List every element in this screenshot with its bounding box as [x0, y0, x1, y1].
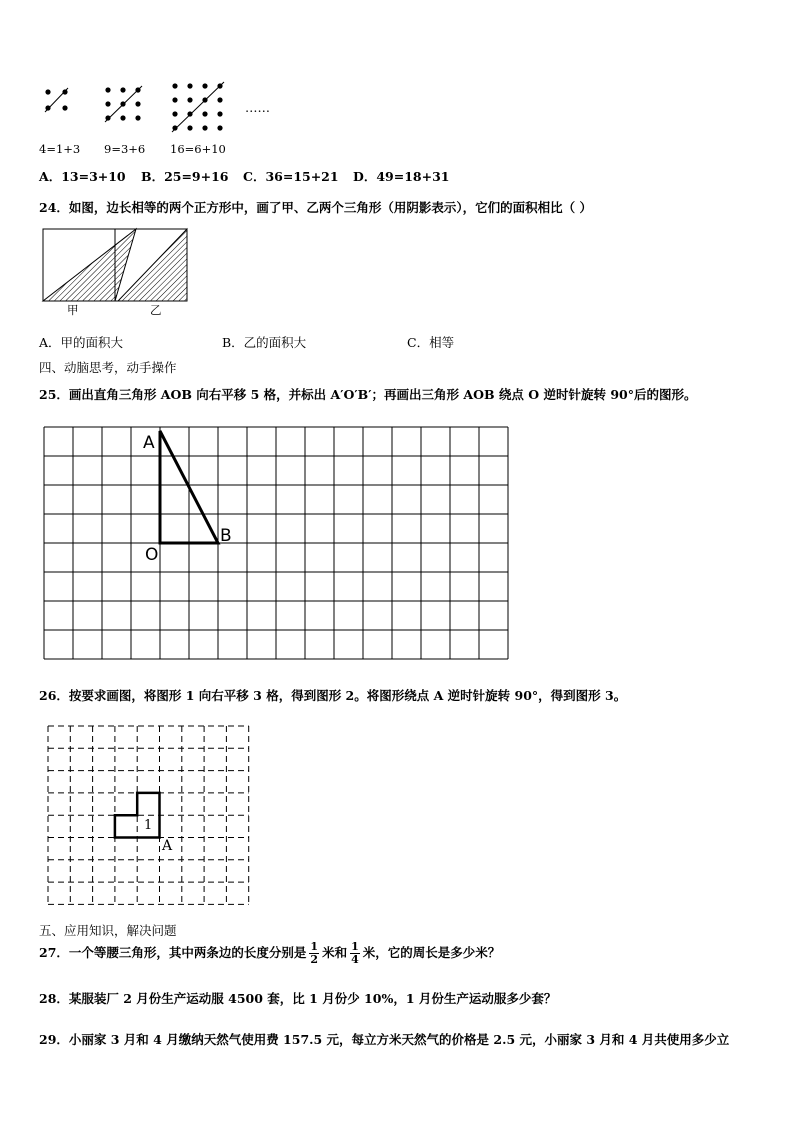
dot-pattern-ellipsis: ……: [245, 100, 270, 115]
triangle-jia: [43, 229, 136, 301]
fraction-denominator: 4: [351, 953, 359, 966]
section-four-heading: 四、动脑思考，动手操作: [39, 360, 177, 375]
q23-option-b: B．25=9+16: [141, 169, 229, 184]
fraction-numerator: 1: [351, 940, 359, 953]
fraction-numerator: 1: [310, 940, 319, 953]
fraction-denominator: 2: [310, 953, 319, 966]
caption-4: 4=1+3: [39, 142, 81, 156]
dot-pattern-figure: [38, 78, 278, 138]
q23-option-c: C．36=15+21: [243, 169, 339, 184]
fraction-one-quarter: [350, 941, 360, 966]
dot-pattern-9: [105, 86, 142, 122]
q24-option-a: A．甲的面积大: [39, 335, 124, 350]
point-label-a: A: [143, 433, 155, 453]
fraction-one-half: [309, 941, 319, 966]
q27-question: [39, 941, 500, 966]
section-five-heading: 五、应用知识，解决问题: [39, 923, 177, 938]
q26-question: 26．按要求画图，将图形 1 向右平移 3 格，得到图形 2。将图形绕点 A 逆时针旋转 90°，得到图形 3。: [39, 688, 627, 703]
two-squares-figure: [42, 228, 192, 308]
q23-option-d: D．49=18+31: [353, 169, 450, 184]
q24-option-c: C．相等: [407, 335, 455, 350]
caption-16: 16=6+10: [170, 142, 226, 156]
point-label-b: B: [220, 526, 232, 546]
q24-option-b: B．乙的面积大: [222, 335, 307, 350]
shape-label-1: 1: [144, 818, 153, 833]
q27-text-after: 米，它的周长是多少米？: [362, 945, 501, 960]
label-jia: 甲: [67, 303, 79, 317]
q23-option-a: A．13=3+10: [39, 169, 126, 184]
q28-question: 28．某服装厂 2 月份生产运动服 4500 套，比 1 月份少 10%，1 月份生产运动服多少套？: [39, 991, 557, 1006]
dashed-grid-q26: [47, 725, 257, 905]
point-label-a-q26: A: [162, 838, 173, 854]
caption-9: 9=3+6: [104, 142, 146, 156]
q25-question: 25．画出直角三角形 AOB 向右平移 5 格，并标出 A′O′B′；再画出三角形 AOB 绕点 O 逆时针旋转 90°后的图形。: [39, 387, 697, 402]
label-yi: 乙: [150, 303, 162, 317]
q24-question: 24．如图，边长相等的两个正方形中，画了甲、乙两个三角形（用阴影表示），它们的面积相比（ ）: [39, 200, 592, 215]
dot-pattern-4: [45, 88, 68, 112]
square-grid-q25: [43, 426, 513, 666]
q29-question: 29．小丽家 3 月和 4 月缴纳天然气使用费 157.5 元，每立方米天然气的价格是 2.5 元，小丽家 3 月和 4 月共使用多少立: [39, 1032, 730, 1047]
dot-pattern-16: [172, 82, 224, 132]
q27-text-mid: 米和: [322, 945, 348, 960]
q27-text-before: 27．一个等腰三角形，其中两条边的长度分别是: [39, 945, 307, 960]
point-label-o: O: [145, 545, 159, 565]
